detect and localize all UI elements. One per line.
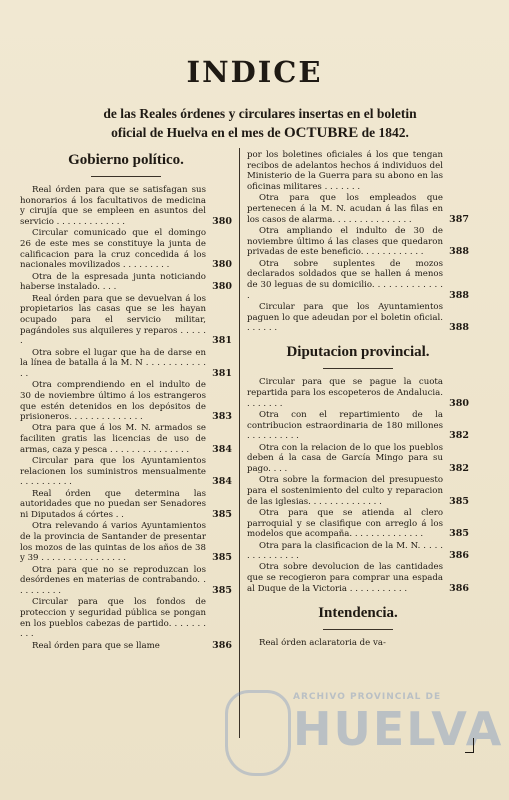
index-entry <box>20 185 232 228</box>
entry-text: Otra con el repartimiento de la contribucion estraordinaria de 180 millones . . . . . . . . . . <box>247 410 443 442</box>
entry-text: Otra sobre la formacion del presupuesto para el sostenimiento del culto y reparacion de las iglesias. . . . . . . . . . . . . . <box>247 475 443 507</box>
archive-watermark <box>215 690 504 770</box>
entry-text: Real órden aclaratoria de va- <box>259 638 386 649</box>
entry-page: 388 <box>449 289 469 301</box>
entry-page: 386 <box>212 639 232 651</box>
index-entry <box>247 638 469 649</box>
entry-text: Otra sobre suplentes de mozos declarados soldados que se hallen á menos de 30 leguas de su domicilio. . . . . . . . . . . . . . <box>247 258 443 301</box>
page-title: INDICE <box>186 55 323 89</box>
corner-mark <box>465 738 474 753</box>
entry-text: Otra sobre devolucion de las cantidades que se recogieron para comprar una espada al Duque de la Victoria . . . . . . . . . . . <box>247 562 443 594</box>
entry-page: 380 <box>212 216 232 228</box>
entry-page: 381 <box>212 335 232 347</box>
index-entry-continuation <box>247 150 469 193</box>
index-entry <box>247 475 469 507</box>
entry-page: 384 <box>212 476 232 488</box>
index-entry <box>247 410 469 442</box>
section-heading-intendencia: Intendencia. <box>318 605 398 622</box>
index-entry <box>20 641 232 652</box>
index-entry <box>20 597 232 640</box>
entry-text: Circular para que se pague la cuota repartida para los escopeteros de Andalucia. . . . . . . . <box>247 377 443 409</box>
section-heading-gobierno: Gobierno político. <box>68 152 184 168</box>
entry-page: 385 <box>212 509 232 521</box>
entry-text: Otra de la espresada junta noticiando haberse instalado. . . . <box>20 271 206 293</box>
index-entry <box>20 489 232 521</box>
section-rule <box>323 368 393 369</box>
index-entry <box>247 259 469 302</box>
entry-page: 385 <box>212 552 232 564</box>
index-entry <box>247 193 469 225</box>
subtitle-prefix: oficial de Huelva en el mes de <box>111 125 281 140</box>
entry-page: 381 <box>212 367 232 379</box>
right-column <box>247 150 469 649</box>
entry-page: 382 <box>449 430 469 442</box>
entry-text: Otra para que no se reproduzcan los desórdenes en materias de contrabando. . . . . . . . . . <box>20 564 206 597</box>
index-entry <box>247 562 469 594</box>
entry-text: Otra con la relacion de lo que los pueblos deben á la casa de García Mingo para su pago. . . . <box>247 442 443 475</box>
subtitle-line-2 <box>30 123 490 143</box>
entry-page: 386 <box>449 550 469 562</box>
watermark-small-text: ARCHIVO PROVINCIAL DE <box>293 692 442 702</box>
entry-text: Otra comprendiendo en el indulto de 30 de noviembre último á los estrangeros que estén detenidos en los depósitos de prisioneros. . . . . . . . . . . . . . <box>20 380 206 423</box>
page-subtitle <box>30 104 490 143</box>
entry-text: Circular comunicado que el domingo 26 de este mes se constituye la junta de calificacion para la cruz concedida á los nacionales movilizados . . . . . . . . . <box>20 228 206 271</box>
entry-text: Otra sobre el lugar que ha de darse en la línea de batalla á la M. N . . . . . . . . . . . . . <box>20 347 206 379</box>
index-entry <box>20 380 232 423</box>
index-entry <box>20 294 232 348</box>
entry-page: 388 <box>449 322 469 334</box>
section-heading-diputacion: Diputacion provincial. <box>286 344 430 361</box>
index-entry <box>247 443 469 475</box>
section-rule <box>91 176 161 177</box>
entry-page: 380 <box>212 281 232 293</box>
column-divider <box>239 148 240 738</box>
subtitle-line-1: de las Reales órdenes y circulares insertas en el boletin <box>103 106 417 121</box>
index-entry <box>20 348 232 380</box>
entry-text: Otra para que á los M. N. armados se faciliten gratis las licencias de uso de armas, caza y pesca . . . . . . . . . . . . . . . <box>20 423 206 455</box>
entry-page: 387 <box>449 213 469 225</box>
entry-page: 382 <box>449 463 469 475</box>
index-entry <box>20 228 232 271</box>
entry-text: Otra ampliando el indulto de 30 de noviembre último á las clases que quedaron privadas de este beneficio. . . . . . . . . . . . <box>247 225 443 258</box>
entry-text: Real órden para que se devuelvan á los propietarios las casas que se les hayan ocupado para el servicio militar, pagándoles sus alquileres y reparos . . . . . . <box>20 293 206 347</box>
index-entry <box>247 377 469 409</box>
index-entry <box>247 302 469 334</box>
entry-page: 380 <box>212 259 232 271</box>
entry-text: Real órden para que se llame <box>32 640 160 651</box>
entry-text: por los boletines oficiales á los que tengan recibos de adelantos hechos á individuos del Ministerio de la Guerra para su abono en las oficinas militares . . . . . . . <box>247 150 443 193</box>
entry-text: Real órden para que se satisfagan sus honorarios á los facultativos de medicina y cirujía que se empleen en asuntos del servicio . . . . . . . . . . . . . <box>20 185 206 228</box>
entry-page: 384 <box>212 443 232 455</box>
index-entry <box>20 521 232 564</box>
entry-page: 385 <box>212 585 232 597</box>
entry-page: 388 <box>449 246 469 258</box>
entry-text: Otra para que se atienda al clero parroquial y se clasifique con arreglo á los modelos que acompaña. . . . . . . . . . . . . . <box>247 507 443 540</box>
left-column <box>20 150 232 652</box>
index-entry <box>20 423 232 455</box>
subtitle-suffix: de 1842. <box>361 125 409 140</box>
entry-text: Circular para que los fondos de proteccion y seguridad pública se pongan en los pueblos cabezas de partido. . . . . . . . . . <box>20 597 206 640</box>
entry-page: 385 <box>449 528 469 540</box>
index-entry <box>247 541 469 562</box>
entry-text: Otra para que los empleados que pertenecen á la M. N. acudan á las filas en los casos de alarma. . . . . . . . . . . . . . . <box>247 193 443 225</box>
index-entry <box>247 226 469 258</box>
entry-text: Circular para que los Ayuntamientos paguen lo que adeudan por el boletin oficial. . . . . . . <box>247 301 443 334</box>
entry-text: Otra para la clasificacion de la M. N. . . . . . . . . . . . . . . <box>247 540 443 562</box>
index-entry <box>20 565 232 597</box>
index-entry <box>20 456 232 488</box>
entry-text: Circular para que los Ayuntamientos relacionen los suministros mensualmente . . . . . . . . . . <box>20 456 206 488</box>
section-rule <box>323 629 393 630</box>
index-entry <box>247 508 469 540</box>
watermark-main-text: HUELVA <box>293 702 504 756</box>
entry-text: Real órden que determina las autoridades que no puedan ser Senadores ni Diputados á córtes . . <box>20 488 206 521</box>
entry-page: 383 <box>212 411 232 423</box>
watermark-seal-icon <box>225 690 291 776</box>
entry-page: 380 <box>449 397 469 409</box>
entry-text: Otra relevando á varios Ayuntamientos de la provincia de Santander de presentar los mozos de las quintas de los años de 38 y 39 . . . . . . . . . . . . . . . . <box>20 521 206 564</box>
subtitle-month: OCTUBRE <box>284 125 359 141</box>
index-entry <box>20 272 232 293</box>
entry-page: 385 <box>449 495 469 507</box>
entry-page: 386 <box>449 582 469 594</box>
